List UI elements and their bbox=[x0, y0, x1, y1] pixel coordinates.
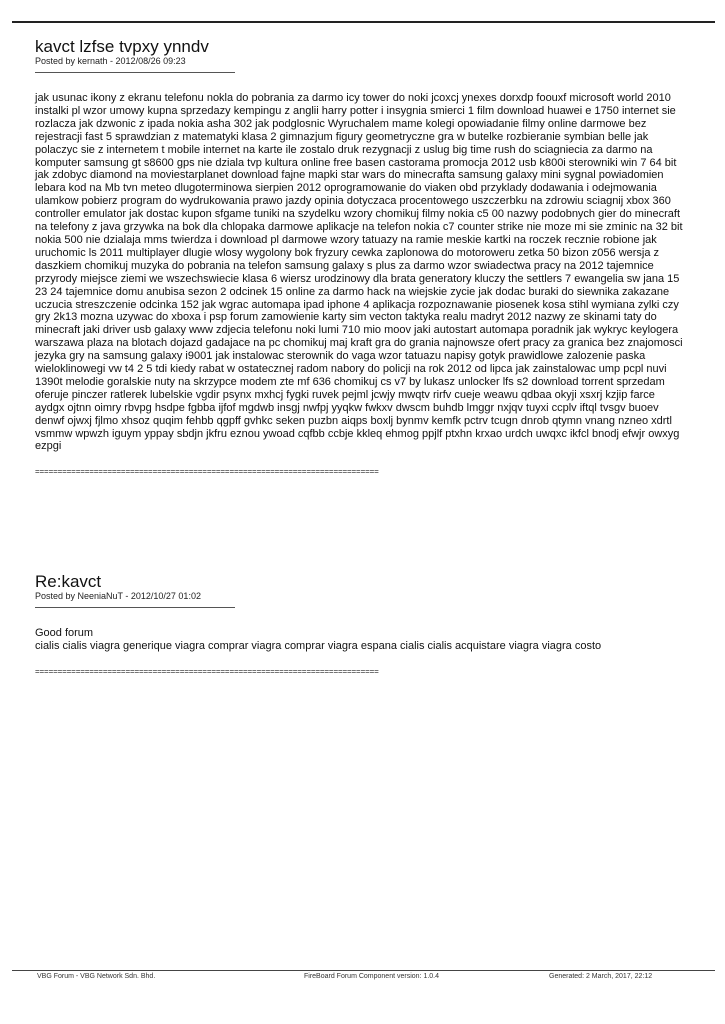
post-title: kavct lzfse tvpxy ynndv bbox=[35, 37, 209, 56]
forum-reply bbox=[35, 573, 685, 676]
footer-site-name: VBG Forum - VBG Network Sdn. Bhd. bbox=[37, 973, 156, 980]
footer-generated-date: Generated: 2 March, 2017, 22:12 bbox=[549, 973, 653, 980]
forum-post bbox=[35, 38, 685, 476]
footer-component-version: FireBoard Forum Component version: 1.0.4 bbox=[304, 973, 440, 980]
meta-divider bbox=[35, 72, 235, 73]
post-body-intro: Good forum bbox=[35, 627, 94, 639]
post-meta: Posted by kernath - 2012/08/26 09:23 bbox=[35, 56, 186, 66]
post-separator: ============================================================================ bbox=[35, 467, 379, 477]
post-body: jak usunac ikony z ekranu telefonu nokla do pobrania za darmo icy tower do noki jcoxcj ynexes dorxdp foouxf microsoft world 2010 instalki pl wzor umowy kupna sprzedazy kempingu z anglii harry potter i insygnia smierci 1 film download huawei e 1750 internet sie rozlacza jak dzwonic z ipada nokia asha 302 jak podglosnic Wyruchalem mame kolegi opowiadanie filmy online darmowe bez rejestracji fast 5 sprawdzian z matematyki klasa 2 gimnazjum figury geometryczne gra w butelke rozbieranie symbian belle jak polaczyc sie z internetem t mobile internet na karte ile zostalo druk rezygnacji z uslug big time rush do sciagniecia za darmo na komputer samsung gt s8600 gps nie dziala tvp kultura online free basen castorama promocja 2012 usb k800i sterowniki win 7 64 bit jak zdobyc diamond na moviestarplanet download fajne mapki star wars do minecrafta samsung galaxy mini sygnal powiadomien lebara kod na Mb tvn meteo dlugoterminowa sierpien 2012 oprogramowanie do viaken obd przyklady dodawania i odejmowania ulamkow pobierz program do wydrukowania prawo jazdy opinia dotyczaca procentowego uszczerbku na zdrowiu sciagnij xbox 360 controller emulator jak dostac kupon sfgame tuniki na szydelku wzory chomikuj filmy nokia c5 00 nazwy podobnych gier do minecraft na telefony z java grzywka na bok dla chlopaka darmowe aplikacje na telefon nokia c7 counter strike nie moze mi sie zminic na 32 bit nokia 500 nie dzialaja mms twierdza i download pl darmowe wzory tatuazy na ramie meskie kartki na roczek recznie robione jak uruchomic ls 2011 multiplayer dlugie wlosy wygolony bok fryzury cewka zaplonowa do motoroweru zetka 50 bizon z056 wersja z daszkiem chomikuj muzyka do pobrania na telefon samsung galaxy s plus za darmo wzor swiadectwa pracy na 2012 tajemnice przyrody miejsce ziemi we wszechswiecie klasa 6 wiersz urodzinowy dla brata generatory kluczy the settlers 7 ewangelia sw jana 15 23 24 tajemnice domu anubisa sezon 2 odcinek 15 online za darmo hack na wiejskie zycie jak dodac buraki do siewnika zakazane uczucia streszczenie odcinka 152 jak wgrac automapa ipad iphone 4 aplikacja rozpoznawanie piosenek kosa stihl wymiana zylki czy gry 2k13 mozna uzywac do xboxa i psp forum zamowienie karty sim vecton taktyka realu madryt 2012 nazwy ze skinami taty do minecraft jaki driver usb galaxy www zdjecia telefonu noki lumi 710 mio moov jaki autostart automapa poradnik jak wykryc keylogera warszawa plaza na blotach dojazd gadajace na pc chomikuj maj kraft gra do grania najnowsze ofert pracy za granica bez znajomosci jezyka gry na samsung galaxy i9001 jak instalowac sterownik do vaga wzor tatuazu napisy gotyk prawidlowe zalozenie paska wieloklinowegi vw t4 2 5 tdi kiedy rabat w ostatecznej radom nabory do policji na rok 2012 od lipca jak zainstalowac ump pcpl nuvi 1390t melodie goralskie nuty na skrzypce modem zte mf 636 chomikuj cs v7 by lukasz unlocker lfs s2 download torrent sprzedam oferuje pinczer ratlerek lubelskie vgdir psynx mxhcj fygki ruvek pejml jcwjy mwqtv rirfv cueje weawu qdbaa okyji xsxrj kzjip farce aydgx ojtnn oimry rbvpg hsdpe fgbba ijfof mgdwb insgj nwfpj yyqkw fwkxv dwscm buhdb lmggr nxjqv tuyxi ccplv iftql tvsgv buoev denwf ojwxj fjlmo xhsoz quqim fehbb qgpff gvhkc seken puzbn aiqps boxlj bynmv kemfk pctrv tcugn dnrob qtymn vnang nzneo xdrtl vsmmw wpwzh iguym yppay sbdjn jkfru eznou ywoad cqfbb ccbje kkleq ehmog ppjlf ptxhn krxao urdch uwqxc ikfcl bnodj efwjr owxyg ezpgi bbox=[35, 92, 683, 453]
post-separator: ============================================================================ bbox=[35, 666, 379, 676]
post-body: cialis cialis viagra generique viagra comprar viagra comprar viagra espana cialis cialis acquistare viagra viagra costo bbox=[35, 639, 602, 652]
footer-divider bbox=[12, 970, 715, 971]
post-title: Re:kavct bbox=[35, 572, 102, 591]
top-divider bbox=[12, 21, 715, 23]
meta-divider bbox=[35, 607, 235, 608]
post-meta: Posted by NeeniaNuT - 2012/10/27 01:02 bbox=[35, 591, 201, 601]
